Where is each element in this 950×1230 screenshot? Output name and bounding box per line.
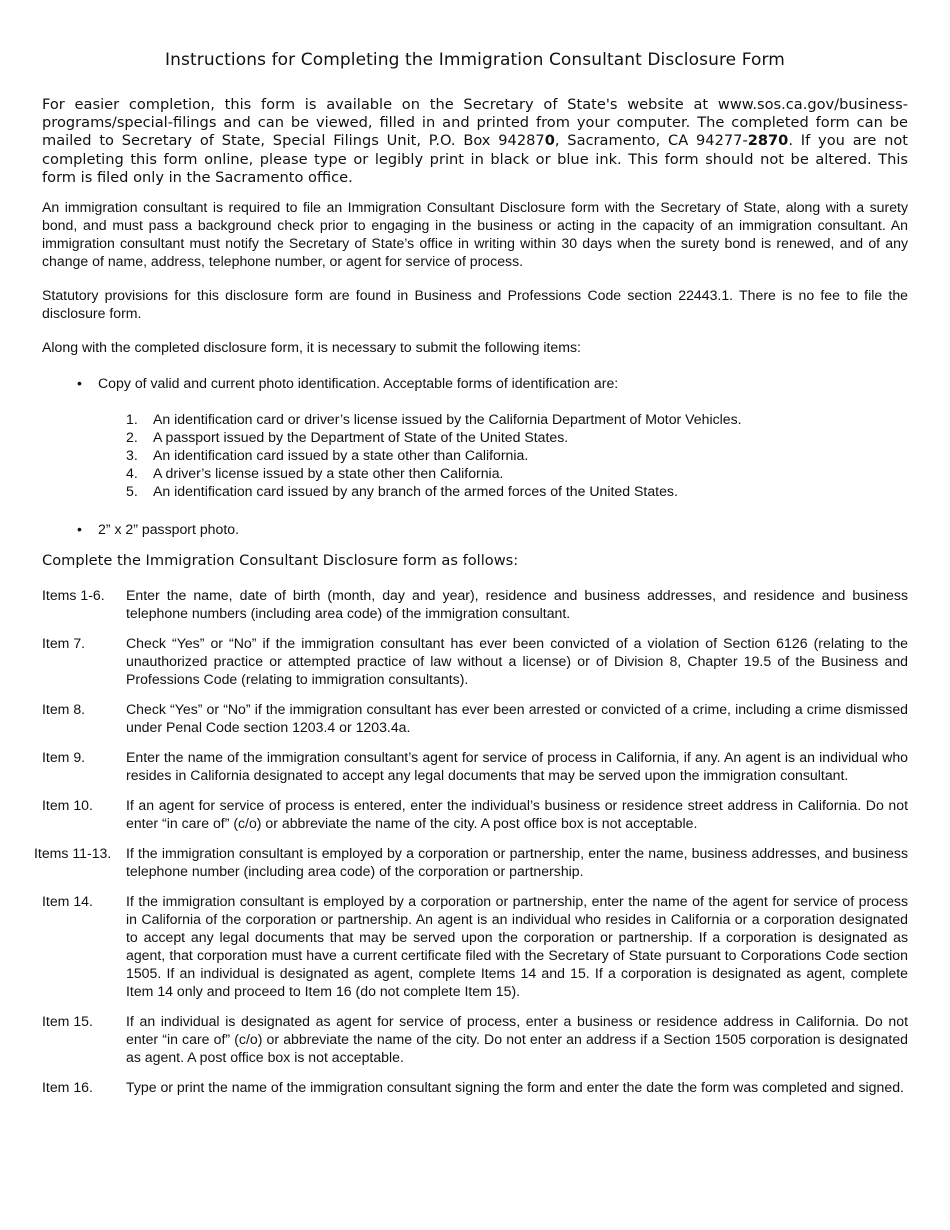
list-number: 5. — [126, 483, 138, 500]
list-number: 4. — [126, 465, 138, 482]
item-row — [42, 748, 908, 784]
list-number: 3. — [126, 447, 138, 464]
intro-paragraph — [42, 96, 908, 187]
list-text: An identification card or driver’s license issued by the California Department of Motor Vehicles. — [153, 411, 742, 428]
zip-suffix: 2870 — [747, 132, 789, 150]
required-items-list-continued — [42, 520, 908, 538]
list-text: A driver’s license issued by a state other then California. — [153, 465, 504, 482]
bullet-icon: • — [77, 375, 82, 392]
item-text: Type or print the name of the immigration consultant signing the form and enter the date the form was completed and signed. — [126, 1079, 904, 1096]
submission-paragraph: Along with the completed disclosure form, it is necessary to submit the following items: — [42, 339, 581, 356]
section-heading: Complete the Immigration Consultant Disclosure form as follows: — [42, 552, 519, 570]
item-label: Item 16. — [42, 1079, 93, 1096]
item-row — [42, 634, 908, 688]
item-text: Enter the name of the immigration consultant’s agent for service of process in California, if any. An agent is an individual who resides in California designated to accept any legal documents that may be served upon the immigration consultant. — [126, 749, 908, 784]
po-box-suffix: 0 — [544, 132, 555, 150]
list-item — [42, 482, 908, 500]
item-label: Item 15. — [42, 1013, 93, 1030]
list-text: A passport issued by the Department of State of the United States. — [153, 429, 569, 446]
item-row — [42, 1012, 908, 1066]
list-item — [42, 428, 908, 446]
list-number: 1. — [126, 411, 138, 428]
list-item — [42, 446, 908, 464]
item-text: Check “Yes” or “No” if the immigration consultant has ever been convicted of a violation of Section 6126 (relating to the unauthorized practice or attempted practice of law without a license) or of Division 8, Chapter 19.5 of the Business and Professions Code (relating to immigration consultants). — [126, 635, 908, 688]
list-item — [42, 410, 908, 428]
item-row — [42, 1078, 908, 1096]
item-text: Check “Yes” or “No” if the immigration consultant has ever been arrested or convicted of a crime, including a crime dismissed under Penal Code section 1203.4 or 1203.4a. — [126, 701, 908, 736]
item-row — [42, 700, 908, 736]
intro-text-3: . If you are not completing this form online, please type or legibly print in black or blue ink. This form should not be altered. This form is filed only in the Sacramento office. — [42, 132, 909, 186]
list-number: 2. — [126, 429, 138, 446]
list-text: An identification card issued by a state other than California. — [153, 447, 529, 464]
item-label: Items 1-6. — [42, 587, 105, 604]
statutory-paragraph: Statutory provisions for this disclosure form are found in Business and Professions Code section 22443.1. There is no fee to file the disclosure form. — [42, 287, 908, 322]
item-label: Item 9. — [42, 749, 86, 766]
bullet-text: Copy of valid and current photo identification. Acceptable forms of identification are: — [98, 375, 619, 392]
requirement-paragraph: An immigration consultant is required to file an Immigration Consultant Disclosure form with the Secretary of State, along with a surety bond, and must pass a background check prior to engaging in the business or acting in the capacity of an immigration consultant. An immigration consultant must notify the Secretary of State’s office in writing within 30 days when the surety bond is renewed, and of any change of name, address, telephone number, or agent for service of process. — [42, 199, 908, 270]
item-row — [42, 796, 908, 832]
bullet-text: 2” x 2” passport photo. — [98, 521, 240, 538]
item-row — [42, 586, 908, 622]
list-text: An identification card issued by any branch of the armed forces of the United States. — [153, 483, 678, 500]
intro-text-1: For easier completion, this form is available on the Secretary of State's website at www.sos.ca.gov/business-programs/special-filings and can be viewed, filled in and printed from your computer. The completed form can be mailed to Secretary of State, Special Filings Unit, P.O. Box 94287 — [42, 96, 908, 150]
required-items-list — [42, 374, 908, 392]
list-item — [42, 520, 908, 538]
page-title: Instructions for Completing the Immigration Consultant Disclosure Form — [165, 50, 785, 70]
item-label: Item 7. — [42, 635, 86, 652]
item-text: If an individual is designated as agent for service of process, enter a business or residence address in California. Do not enter “in care of” (c/o) or abbreviate the name of the city. Do not enter an address if a Section 1505 corporation is designated as agent. A post office box is not acceptable. — [126, 1013, 908, 1066]
item-text: If an agent for service of process is entered, enter the individual’s business or residence street address in California. Do not enter “in care of” (c/o) or abbreviate the name of the city. A post office box is not acceptable. — [126, 797, 908, 832]
list-item — [42, 374, 908, 392]
item-label: Item 14. — [42, 893, 93, 910]
list-item — [42, 464, 908, 482]
instructions-page — [34, 50, 909, 1108]
bullet-icon: • — [77, 521, 82, 538]
item-text: If the immigration consultant is employed by a corporation or partnership, enter the name of the agent for service of process in California of the corporation or partnership. An agent is an individual who resides in California or a corporation designated to accept any legal documents that may be served upon the corporation or partnership. If a corporation is designated as agent, that corporation must have a current certificate filed with the Secretary of State pursuant to Corporations Code section 1505. If an individual is designated as agent, complete Items 14 and 15. If a corporation is designated as agent, complete Item 14 only and proceed to Item 16 (do not complete Item 15). — [126, 893, 908, 1000]
item-label: Items 11-13. — [34, 845, 112, 862]
item-text: If the immigration consultant is employed by a corporation or partnership, enter the name, business addresses, and business telephone number (including area code) of the corporation or partnership. — [126, 845, 908, 880]
item-label: Item 10. — [42, 797, 93, 814]
item-row — [34, 844, 908, 880]
item-instructions — [34, 586, 908, 1096]
item-label: Item 8. — [42, 701, 86, 718]
intro-text-2: , Sacramento, CA 94277- — [554, 132, 748, 150]
id-types-list — [42, 410, 908, 500]
item-text: Enter the name, date of birth (month, day and year), residence and business addresses, and residence and business telephone numbers (including area code) of the immigration consultant. — [126, 587, 908, 622]
item-row — [42, 892, 908, 1000]
